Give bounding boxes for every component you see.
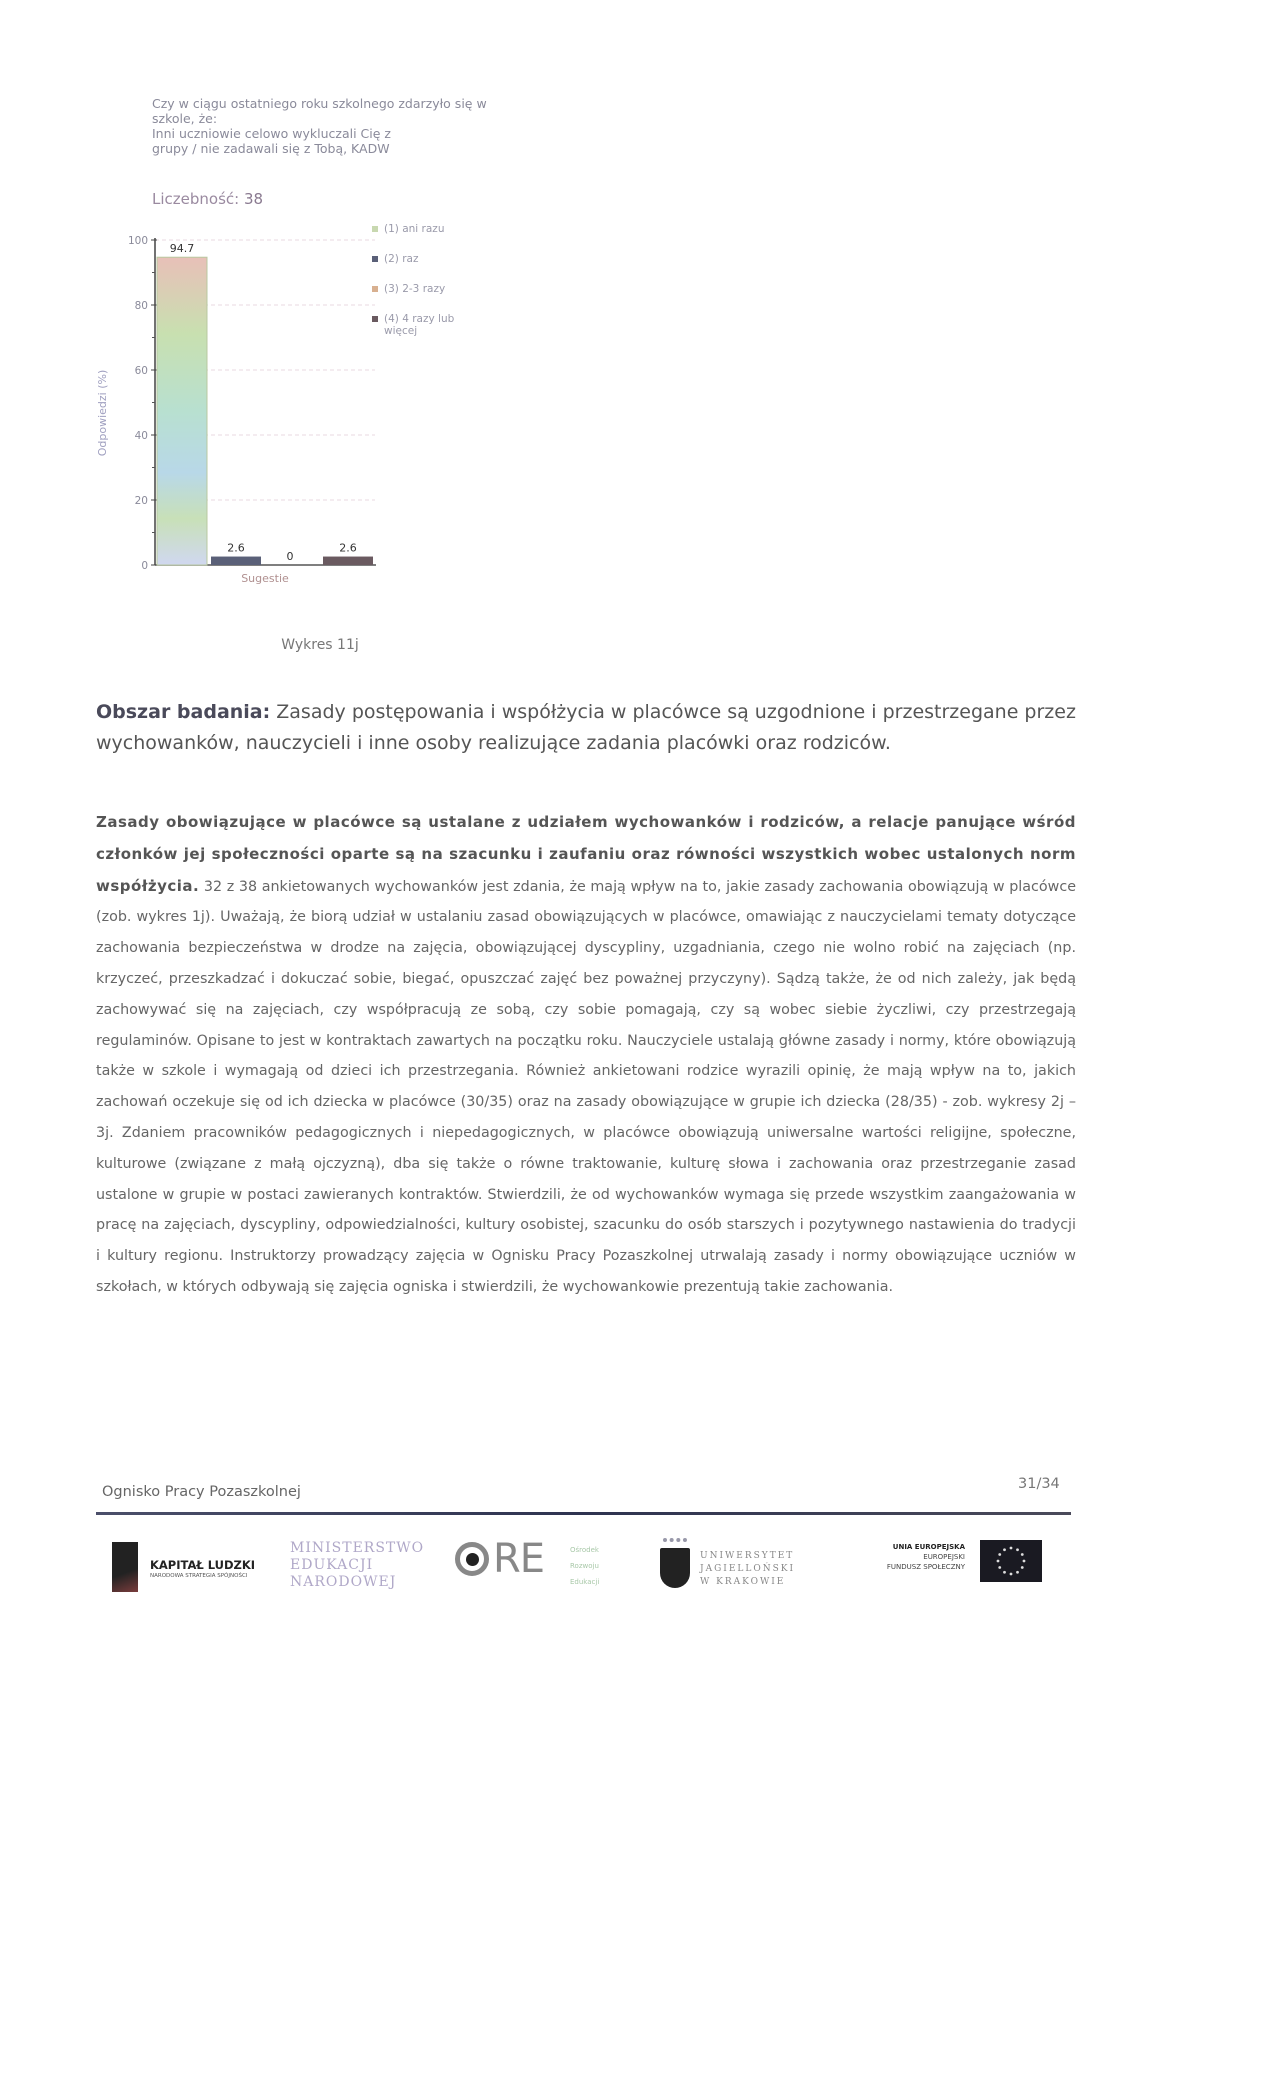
legend-swatch [372,286,378,292]
research-area [96,697,1081,759]
bar-value-label: 2.6 [339,541,357,555]
bar-value-label: 0 [286,550,294,563]
y-tick-label: 100 [127,235,148,247]
chart-title-line: Inni uczniowie celowo wykluczali Cię z [152,126,391,141]
crest-icon [660,1548,690,1588]
bar [157,257,207,565]
ore-sub-line: Edukacji [570,1578,600,1586]
ore-sub [570,1542,599,1590]
uj-line: W KRAKOWIE [700,1577,786,1587]
bar-chart [90,220,510,600]
men-line: MINISTERSTWO [290,1540,425,1556]
y-tick-label: 0 [141,560,148,572]
men-line: NARODOWEJ [290,1574,397,1590]
men-line: EDUKACJI [290,1557,374,1573]
star-icon [1003,1571,1006,1574]
legend-label-cont: więcej [384,325,418,337]
legend-label: (1) ani razu [384,223,445,235]
men-logo [290,1540,424,1591]
ore-mark: RE [493,1536,545,1582]
eu-line: FUNDUSZ SPOŁECZNY [886,1563,965,1571]
legend-swatch [372,226,378,232]
page-number: 31/34 [1018,1476,1060,1492]
research-area-text: Zasady postępowania i współżycia w placówce są uzgodnione i przestrzegane przez wychowanków, nauczycieli i inne osoby realizujące zadania placówki oraz rodziców. [96,701,1076,754]
kapital-ludzki-sub: NARODOWA STRATEGIA SPÓJNOŚCI [150,1573,248,1579]
footer-divider [96,1512,1071,1515]
uj-line: JAGIELLOŃSKI [700,1564,796,1574]
legend-label: (4) 4 razy lub [384,313,455,325]
legend-label: (3) 2-3 razy [384,283,446,295]
body-bold-lead: Zasady obowiązujące w placówce są ustalane z udziałem wychowanków i rodziców, a relacje panujące wśród członków jej społeczności oparte są na szacunku i zaufaniu oraz równości wszystkich wobec ustalonych norm współżycia. [96,813,1076,895]
sample-size-label: Liczebność: [152,190,240,208]
y-tick-label: 80 [134,300,148,312]
x-axis-label: Sugestie [241,572,289,585]
bar [323,557,373,565]
sponsor-logos [100,1530,1000,1610]
bar-value-label: 94.7 [169,242,195,256]
kapital-ludzki-icon [112,1542,138,1592]
legend-swatch [372,316,378,322]
bar [211,557,261,565]
ore-dot-icon [466,1553,479,1566]
chart-title-line: szkole, że: [152,111,218,126]
y-tick-label: 60 [134,365,148,377]
star-icon [1010,1547,1013,1550]
eu-flag-icon [980,1540,1042,1582]
star-icon [1003,1548,1006,1551]
chart-title [152,96,572,156]
chart-title-line: grupy / nie zadawali się z Tobą, KADW [152,141,390,156]
star-icon [1021,1553,1024,1556]
uj-line: UNIWERSYTET [700,1551,795,1561]
bars [157,242,373,565]
y-axis-label: Odpowiedzi (%) [96,369,109,457]
kapital-ludzki-name: KAPITAŁ LUDZKI [150,1558,256,1572]
eu-line: EUROPEJSKI [923,1553,965,1561]
footer-institution: Ognisko Pracy Pozaszkolnej [102,1484,301,1500]
body-text: 32 z 38 ankietowanych wychowanków jest zdania, że mają wpływ na to, jakie zasady zachowania obowiązują w placówce (zob. wykres 1j). Uważają, że biorą udział w ustalaniu zasad obowiązujących w placówce, omawiając z nauczycielami tematy dotyczące zachowania bezpieczeństwa w drodze na zajęcia, obowiązującej dyscypliny, uzgadniania, czego nie wolno robić na zajęciach (np. krzyczeć, przeszkadzać i dokuczać sobie, biegać, opuszczać zajęć bez poważnej przyczyny). Sądzą także, że od nich zależy, jak będą zachowywać się na zajęciach, czy współpracują ze sobą, czy sobie pomagają, czy są wobec siebie życzliwi, czy przestrzegają regulaminów. Opisane to jest w kontraktach zawartych na początku roku. Nauczyciele ustalają główne zasady i normy, które obowiązują także w szkole i wymagają od dzieci ich przestrzegania. Również ankietowani rodzice wyrazili opinię, że mają wpływ na to, jakich zachowań oczekuje się od ich dziecka w placówce (30/35) oraz na zasady obowiązujące w grupie ich dziecka (28/35) - zob. wykresy 2j – 3j. Zdaniem pracowników pedagogicznych i niepedagogicznych, w placówce obowiązują uniwersalne wartości religijne, społeczne, kulturowe (związane z małą ojczyzną), dba się także o równe traktowanie, kulturę słowa i zachowania oraz przestrzeganie zasad ustalone w grupie w postaci zawieranych kontraktów. Stwierdzili, że od wychowanków wymaga się przede wszystkim zaangażowania w pracę na zajęciach, dyscypliny, odpowiedzialności, kultury osobistej, szacunku do osób starszych i pozytywnego nastawienia do tradycji i kultury regionu. Instruktorzy prowadzący zajęcia w Ognisku Pracy Pozaszkolnej utrwalają zasady i normy obowiązujące uczniów w szkołach, w których odbywają się zajęcia ogniska i stwierdzili, że wychowankowie prezentują takie zachowania. [96,878,1076,1295]
chart-caption: Wykres 11j [281,637,359,653]
uj-name [700,1550,795,1589]
y-tick-label: 20 [134,495,148,507]
star-icon [998,1566,1001,1569]
eu-text [845,1542,965,1572]
research-area-label: Obszar badania: [96,701,271,723]
body-paragraph [96,807,1076,1303]
chart-title-line: Czy w ciągu ostatniego roku szkolnego zdarzyło się w [152,96,487,111]
eu-line: UNIA EUROPEJSKA [892,1543,965,1551]
star-icon [1010,1573,1013,1576]
legend-label: (2) raz [384,253,419,265]
ore-sub-line: Ośrodek [570,1546,599,1554]
star-icon [998,1553,1001,1556]
star-icon [1016,1571,1019,1574]
ore-sub-line: Rozwoju [570,1562,599,1570]
star-icon [1023,1560,1026,1563]
sample-size-value: 38 [243,190,264,208]
legend [372,223,455,337]
star-icon [1021,1566,1024,1569]
star-icon [1016,1548,1019,1551]
bar-value-label: 2.6 [227,541,245,555]
sample-size [152,190,263,208]
y-tick-label: 40 [134,430,148,442]
legend-swatch [372,256,378,262]
star-icon [997,1560,1000,1563]
